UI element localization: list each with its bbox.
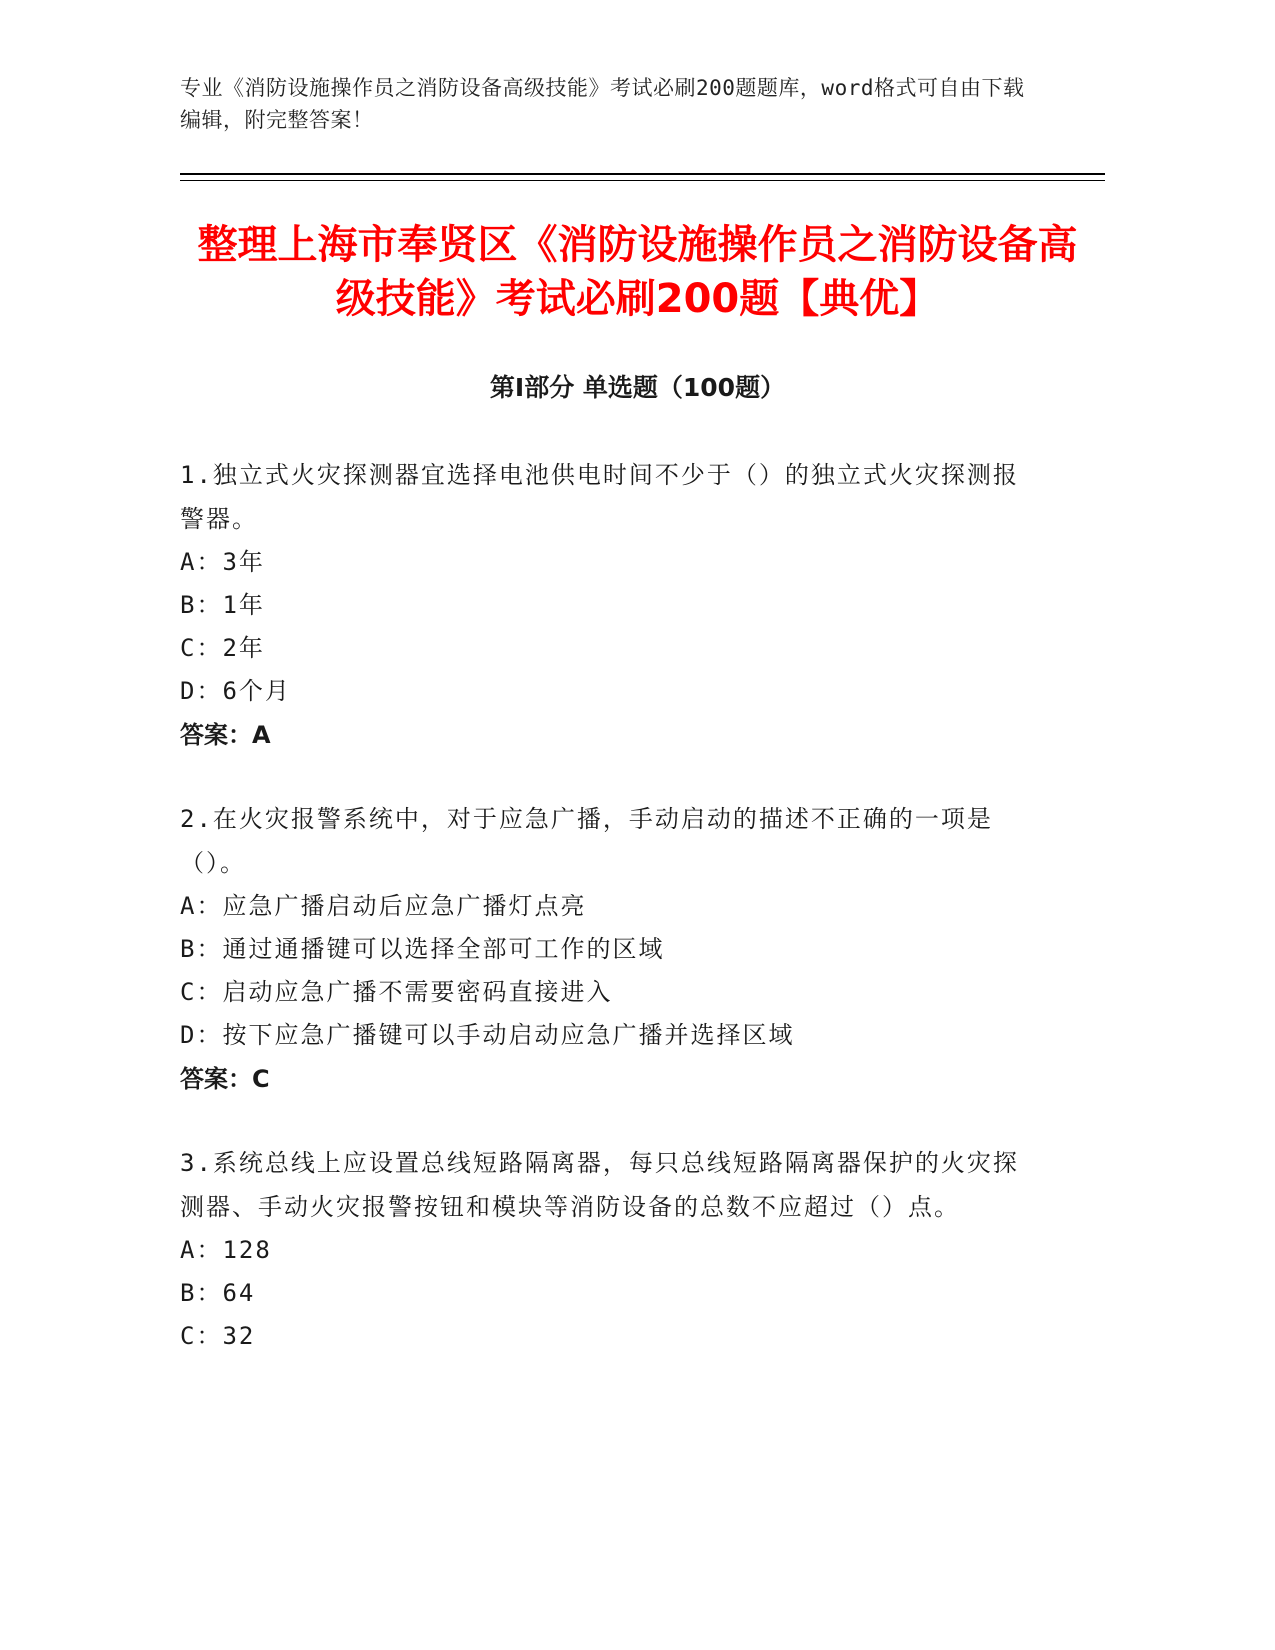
option-a: A：3年 [180,548,265,576]
question-stem: 1.独立式火灾探测器宜选择电池供电时间不少于（）的独立式火灾探测报警器。 [180,461,1019,533]
question-3 [180,1141,1020,1358]
option-b: B：64 [180,1279,256,1307]
option-b: B：通过通播键可以选择全部可工作的区域 [180,935,665,963]
question-list [180,453,1020,1398]
option-b: B：1年 [180,591,265,619]
page-title: 整理上海市奉贤区《消防设施操作员之消防设备高级技能》考试必刷200题【典优】 [197,222,1078,322]
header-rule-thin [180,180,1105,181]
question-2 [180,797,1020,1101]
question-stem: 3.系统总线上应设置总线短路隔离器，每只总线短路隔离器保护的火灾探测器、手动火灾报警按钮和模块等消防设备的总数不应超过（）点。 [180,1149,1019,1221]
option-d: D：按下应急广播键可以手动启动应急广播并选择区域 [180,1021,795,1049]
question-1 [180,453,1020,757]
option-a: A：应急广播启动后应急广播灯点亮 [180,892,587,920]
header-note: 专业《消防设施操作员之消防设备高级技能》考试必刷200题题库，word格式可自由下载编辑，附完整答案！ [180,76,1025,132]
option-c: C：32 [180,1322,256,1350]
header-rule-thick [180,173,1105,175]
option-c: C：2年 [180,634,265,662]
option-c: C：启动应急广播不需要密码直接进入 [180,978,613,1006]
answer: 答案：C [180,1065,270,1093]
answer: 答案：A [180,721,271,749]
option-a: A：128 [180,1236,272,1264]
option-d: D：6个月 [180,677,291,705]
question-stem: 2.在火灾报警系统中，对于应急广播，手动启动的描述不正确的一项是（）。 [180,805,993,877]
section-title: 第Ⅰ部分 单选题（100题） [489,373,786,402]
